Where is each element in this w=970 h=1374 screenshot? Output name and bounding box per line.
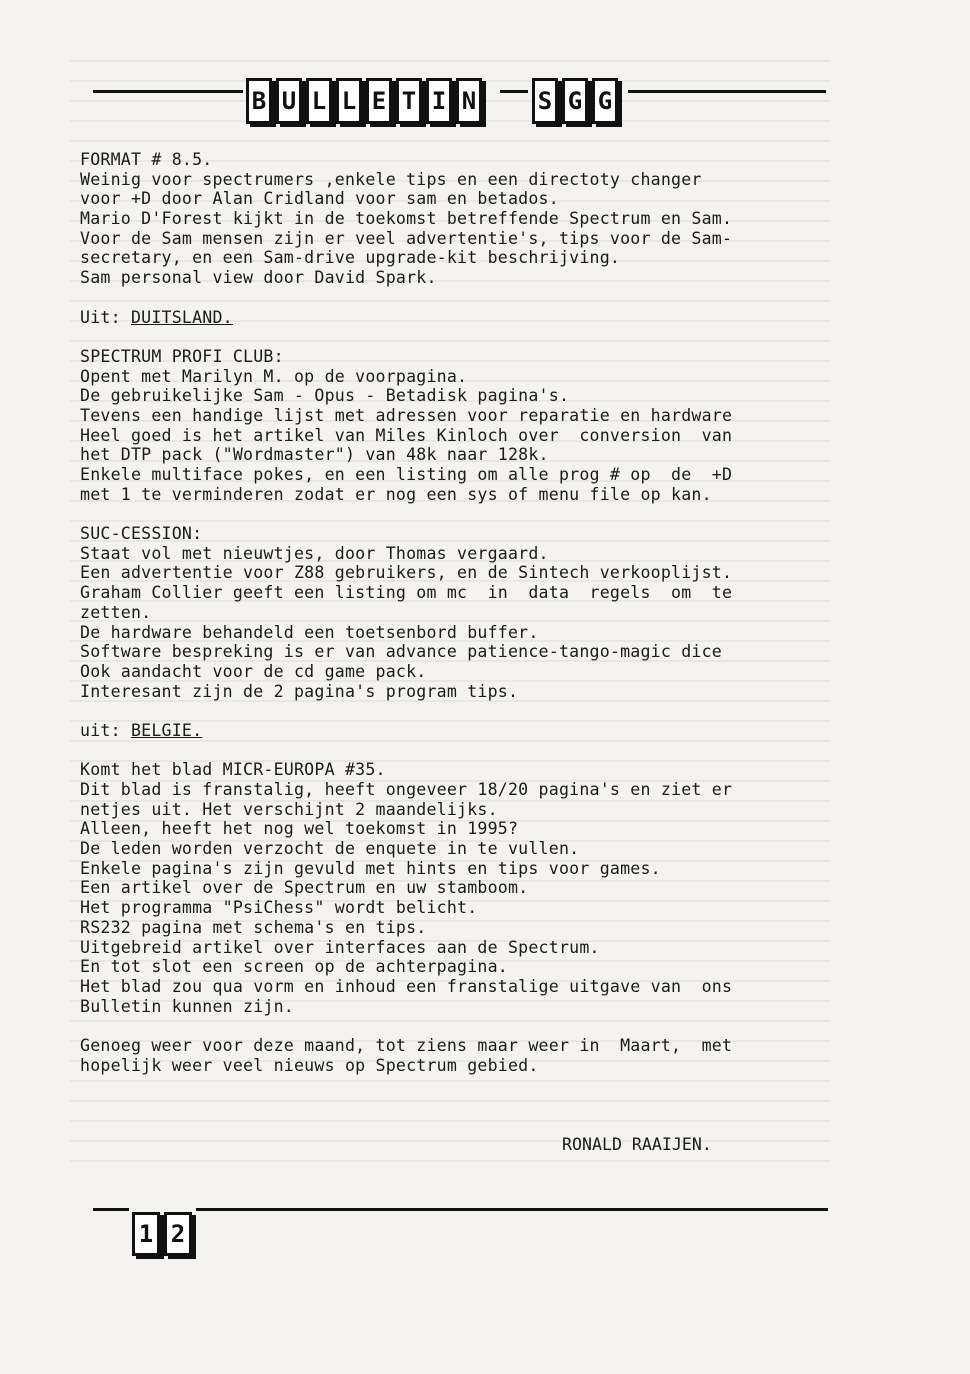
footer-rule-right [196, 1208, 828, 1211]
text-line: De gebruikelijke Sam - Opus - Betadisk pagina's. [80, 386, 570, 406]
text-line: secretary, en een Sam-drive upgrade-kit beschrijving. [80, 248, 621, 268]
text-line: Enkele multiface pokes, en een listing om alle prog # op de +D [80, 465, 733, 484]
signature: RONALD RAAIJEN. [562, 1135, 712, 1154]
text-line [80, 504, 840, 524]
text-line: uit: BELGIE. [80, 720, 203, 740]
text-line: Alleen, heeft het nog wel toekomst in 1995? [80, 819, 519, 839]
text-line: Komt het blad MICR-EUROPA #35. [80, 760, 386, 780]
text-line: Een artikel over de Spectrum en uw stamboom. [80, 878, 529, 898]
block-letter-tile: I [426, 78, 452, 124]
text-line: Graham Collier geeft een listing om mc in data regels om te [80, 583, 733, 603]
text-line [80, 327, 840, 347]
block-letter-tile: S [532, 78, 558, 124]
text-line: RS232 pagina met schema's en tips. [80, 917, 427, 937]
masthead-word-sgg [532, 78, 622, 124]
text-line: SUC-CESSION: [80, 524, 203, 544]
header-rule-left [93, 90, 243, 93]
text-line: Een advertentie voor Z88 gebruikers, en de Sintech verkooplijst. [80, 563, 733, 583]
text-line: Genoeg weer voor deze maand, tot ziens maar weer in Maart, met [80, 1035, 733, 1055]
text-line: FORMAT # 8.5. [80, 150, 213, 169]
text-line: netjes uit. Het verschijnt 2 maandelijks. [80, 799, 498, 819]
text-line: Weinig voor spectrumers ,enkele tips en een directoty changer [80, 169, 702, 189]
text-line: Ook aandacht voor de cd game pack. [80, 661, 427, 681]
text-line: het DTP pack ("Wordmaster") van 48k naar 128k. [80, 445, 549, 465]
text-line: Dit blad is franstalig, heeft ongeveer 18/20 pagina's en ziet er [80, 780, 733, 799]
text-line: voor +D door Alan Cridland voor sam en betados. [80, 189, 559, 209]
text-line: Uitgebreid artikel over interfaces aan de Spectrum. [80, 937, 600, 957]
block-letter-tile: B [246, 78, 272, 124]
article-body [80, 150, 840, 1075]
text-line: En tot slot een screen op de achterpagina. [80, 957, 508, 977]
text-line: zetten. [80, 602, 152, 622]
text-line: Enkele pagina's zijn gevuld met hints en tips voor games. [80, 858, 661, 878]
text-line: Heel goed is het artikel van Miles Kinloch over conversion van [80, 425, 733, 445]
text-line: Software bespreking is er van advance patience-tango-magic dice [80, 642, 722, 662]
text-line: hopelijk weer veel nieuws op Spectrum gebied. [80, 1055, 539, 1075]
page-number [132, 1212, 196, 1256]
text-line: Tevens een handige lijst met adressen voor reparatie en hardware [80, 405, 733, 425]
masthead-word-bulletin [246, 78, 486, 124]
text-line: Bulletin kunnen zijn. [80, 996, 294, 1016]
block-letter-tile: U [276, 78, 302, 124]
block-letter-tile: E [366, 78, 392, 124]
block-letter-tile: G [592, 78, 618, 124]
text-line [80, 741, 840, 761]
text-line: Het programma "PsiChess" wordt belicht. [80, 898, 478, 918]
text-line: Interesant zijn de 2 pagina's program tips. [80, 681, 519, 701]
text-line: Voor de Sam mensen zijn er veel advertentie's, tips voor de Sam- [80, 228, 733, 248]
text-line: Staat vol met nieuwtjes, door Thomas vergaard. [80, 543, 549, 563]
block-letter-tile: N [456, 78, 482, 124]
block-letter-tile: G [562, 78, 588, 124]
text-line [80, 288, 840, 308]
text-line: Sam personal view door David Spark. [80, 268, 437, 288]
text-line: Uit: DUITSLAND. [80, 307, 233, 327]
footer-rule-left [93, 1208, 129, 1211]
block-letter-tile: 1 [132, 1212, 160, 1256]
text-line: De hardware behandeld een toetsenbord buffer. [80, 622, 539, 642]
text-line: SPECTRUM PROFI CLUB: [80, 346, 284, 366]
block-letter-tile: 2 [164, 1212, 192, 1256]
block-letter-tile: T [396, 78, 422, 124]
text-line: De leden worden verzocht de enquete in te vullen. [80, 839, 580, 859]
text-line [80, 1016, 840, 1036]
text-line: met 1 te verminderen zodat er nog een sys of menu file op kan. [80, 484, 712, 504]
block-letter-tile: L [306, 78, 332, 124]
text-line [80, 701, 840, 721]
text-line: Het blad zou qua vorm en inhoud een franstalige uitgave van ons [80, 976, 733, 996]
block-letter-tile: L [336, 78, 362, 124]
header-rule-right [628, 90, 826, 93]
text-line: Opent met Marilyn M. op de voorpagina. [80, 366, 468, 386]
text-line: Mario D'Forest kijkt in de toekomst betreffende Spectrum en Sam. [80, 209, 733, 229]
header-rule-middle [500, 90, 528, 93]
